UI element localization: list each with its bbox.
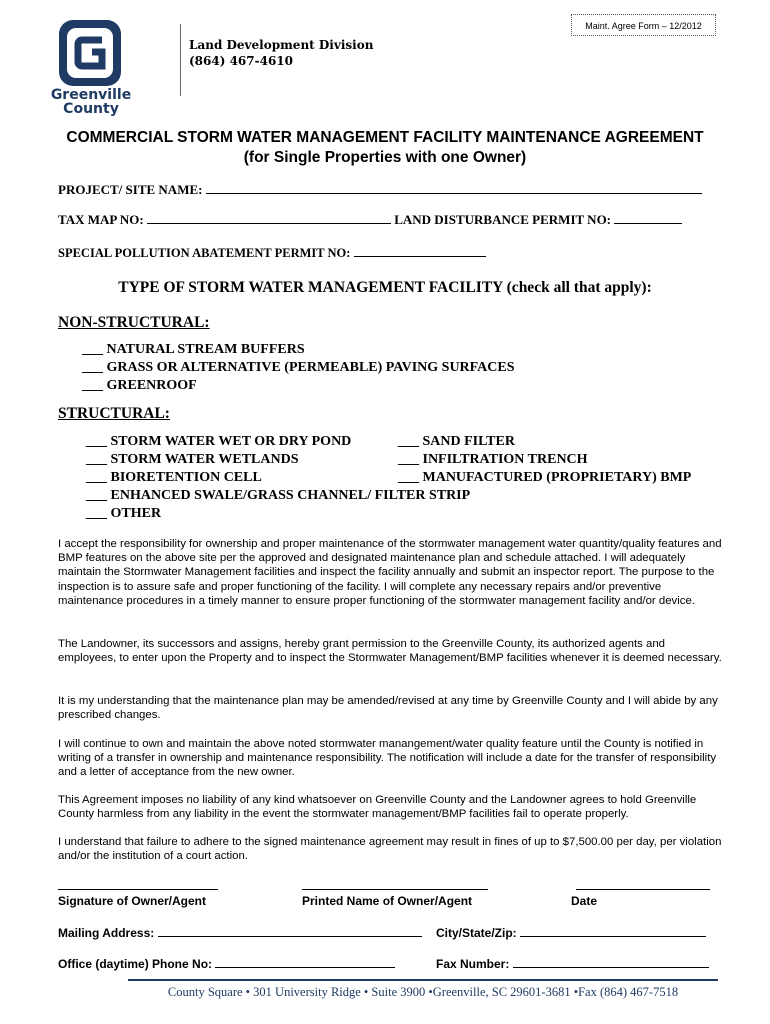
office-phone-line[interactable] bbox=[215, 955, 395, 968]
agreement-paragraph: This Agreement imposes no liability of any kind whatsoever on Greenville County and the Landowner agrees to hold Greenville County harmless from any liability in the event the stormwater management/BMP facilities fail to operate properly. bbox=[58, 794, 697, 821]
mailing-address-line[interactable] bbox=[158, 924, 422, 937]
checkbox-manufactured-bmp[interactable]: ___ MANUFACTURED (PROPRIETARY) BMP bbox=[398, 470, 692, 485]
spa-permit-input-line[interactable] bbox=[354, 244, 486, 257]
spa-permit-label: SPECIAL POLLUTION ABATEMENT PERMIT NO: bbox=[58, 246, 351, 260]
signature-label: Signature of Owner/Agent bbox=[58, 894, 207, 908]
logo-line-2: County bbox=[63, 101, 119, 117]
office-phone-field bbox=[58, 955, 395, 971]
date-label: Date bbox=[571, 894, 598, 908]
division-phone: (864) 467-4610 bbox=[189, 54, 294, 68]
fax-number-field bbox=[436, 955, 709, 971]
structural-heading: STRUCTURAL: bbox=[58, 405, 170, 422]
office-phone-label: Office (daytime) Phone No: bbox=[58, 957, 213, 971]
facility-type-heading: TYPE OF STORM WATER MANAGEMENT FACILITY (check all that apply): bbox=[118, 279, 652, 296]
fax-number-line[interactable] bbox=[513, 955, 709, 968]
logo-text bbox=[36, 88, 146, 116]
division-block bbox=[189, 37, 373, 69]
form-id-box: Maint. Agree Form – 12/2012 bbox=[571, 14, 716, 36]
checkbox-enhanced-swale[interactable]: ___ ENHANCED SWALE/GRASS CHANNEL/ FILTER STRIP bbox=[86, 488, 471, 503]
project-label: PROJECT/ SITE NAME: bbox=[58, 182, 203, 197]
agreement-paragraph: The Landowner, its successors and assigns, hereby grant permission to the Greenville County, its authorized agents and employees, to enter upon the Property and to inspect the Stormwater Management/BMP facilities whenever it is deemed necessary. bbox=[58, 638, 722, 665]
mailing-address-field bbox=[58, 924, 422, 940]
date-line[interactable] bbox=[576, 889, 710, 890]
city-state-zip-label: City/State/Zip: bbox=[436, 926, 517, 940]
tax-map-field bbox=[58, 211, 682, 228]
printed-name-line[interactable] bbox=[302, 889, 488, 890]
checkbox-natural-stream-buffers[interactable]: ___ NATURAL STREAM BUFFERS bbox=[82, 342, 305, 357]
agreement-paragraph: I understand that failure to adhere to the signed maintenance agreement may result in fines of up to $7,500.00 per day, per violation and/or the institution of a court action. bbox=[58, 836, 722, 863]
logo-line-1: Greenville bbox=[50, 87, 132, 103]
division-name: Land Development Division bbox=[189, 38, 374, 52]
agreement-paragraph: It is my understanding that the maintenance plan may be amended/revised at any time by Greenville County and I will abide by any prescribed changes. bbox=[58, 695, 718, 722]
checkbox-other[interactable]: ___ OTHER bbox=[86, 506, 162, 521]
signature-line[interactable] bbox=[58, 889, 218, 890]
agreement-paragraph: I accept the responsibility for ownership and proper maintenance of the stormwater management water quantity/quality features and BMP features on the above site per the approved and designated maintenance plan and schedule attached. I will adequately maintain the Stormwater Management facilities and inspect the facility annually and submit an inspector report. The purpose to the inspection is to assure safe and proper functioning of the facility. I will complete any necessary repairs and/or preventive maintenance procedures in a timely manner to ensure proper functioning of the stormwater management facility and/or device. bbox=[58, 538, 722, 607]
tax-map-input-line[interactable] bbox=[147, 211, 391, 224]
fax-number-label: Fax Number: bbox=[436, 957, 510, 971]
city-state-zip-field bbox=[436, 924, 706, 940]
header-divider bbox=[180, 24, 181, 96]
agreement-paragraph: I will continue to own and maintain the above noted stormwater manangement/water quality feature until the County is notified in writing of a transfer in ownership and maintenance responsibility. The notification will include a date for the transfer of responsibility and a letter of acceptance from the new owner. bbox=[58, 738, 717, 779]
project-input-line[interactable] bbox=[206, 181, 702, 194]
land-permit-input-line[interactable] bbox=[614, 211, 682, 224]
footer-rule bbox=[128, 979, 718, 981]
footer-address: County Square • 301 University Ridge • Suite 3900 •Greenville, SC 29601-3681 •Fax (864) 467-7518 bbox=[167, 985, 679, 999]
document-subtitle: (for Single Properties with one Owner) bbox=[243, 149, 527, 166]
non-structural-heading: NON-STRUCTURAL: bbox=[58, 314, 210, 331]
checkbox-sand-filter[interactable]: ___ SAND FILTER bbox=[398, 434, 515, 449]
checkbox-permeable-paving[interactable]: ___ GRASS OR ALTERNATIVE (PERMEABLE) PAVING SURFACES bbox=[82, 360, 515, 375]
checkbox-wet-dry-pond[interactable]: ___ STORM WATER WET OR DRY POND bbox=[86, 434, 352, 449]
mailing-address-label: Mailing Address: bbox=[58, 926, 155, 940]
checkbox-greenroof[interactable]: ___ GREENROOF bbox=[82, 378, 197, 393]
checkbox-wetlands[interactable]: ___ STORM WATER WETLANDS bbox=[86, 452, 299, 467]
city-state-zip-line[interactable] bbox=[520, 924, 706, 937]
printed-name-label: Printed Name of Owner/Agent bbox=[302, 894, 473, 908]
checkbox-bioretention-cell[interactable]: ___ BIORETENTION CELL bbox=[86, 470, 262, 485]
checkbox-infiltration-trench[interactable]: ___ INFILTRATION TRENCH bbox=[398, 452, 588, 467]
tax-map-label: TAX MAP NO: bbox=[58, 212, 144, 227]
document-title: COMMERCIAL STORM WATER MANAGEMENT FACILITY MAINTENANCE AGREEMENT bbox=[66, 129, 704, 146]
project-field bbox=[58, 181, 702, 198]
spa-permit-field bbox=[58, 244, 486, 261]
land-permit-label: LAND DISTURBANCE PERMIT NO: bbox=[394, 212, 612, 227]
